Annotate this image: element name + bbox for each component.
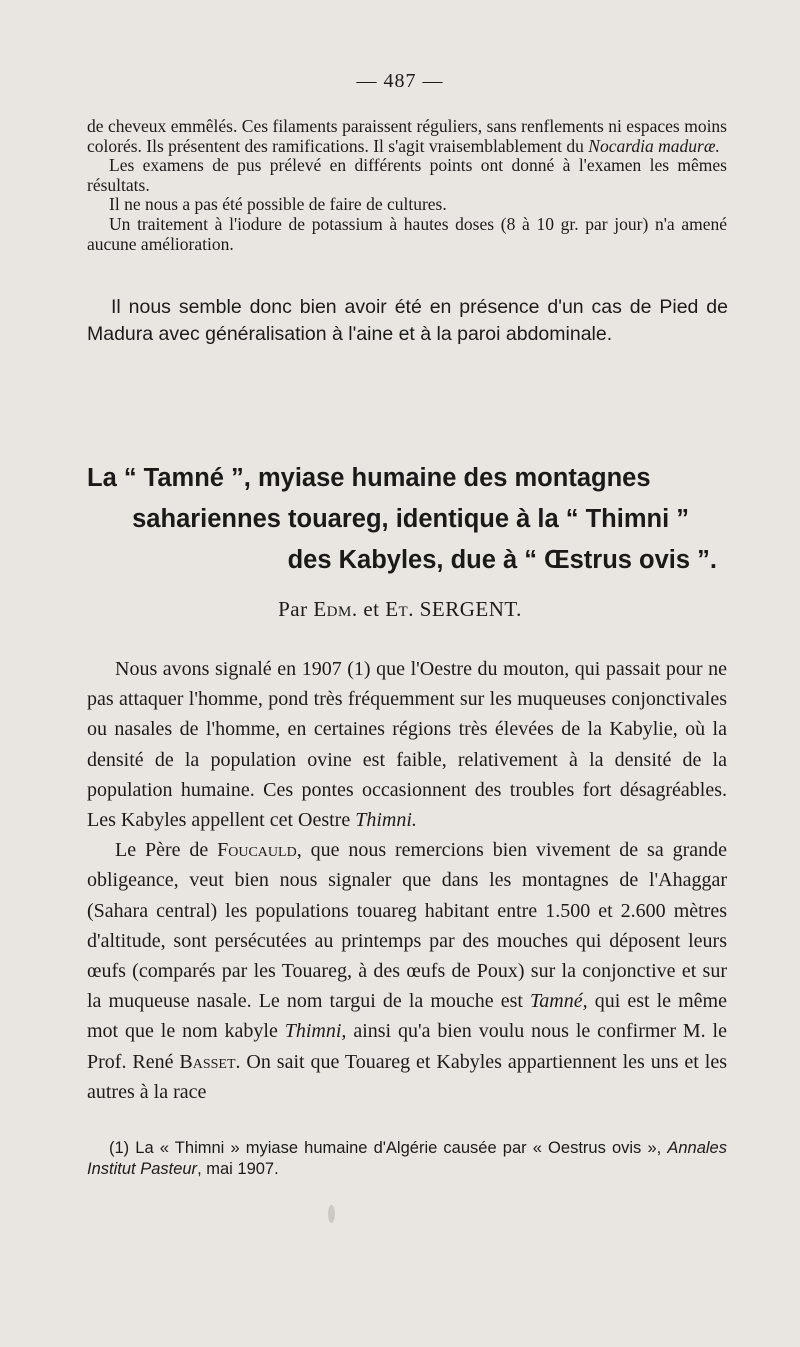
person-name: Foucauld xyxy=(217,839,297,862)
paragraph: Il ne nous a pas été possible de faire de cultures. xyxy=(109,194,447,215)
paragraph xyxy=(87,654,727,835)
byline-conjunction: et xyxy=(363,597,380,621)
conclusion-paragraph xyxy=(87,294,728,347)
text: . On sait que Touareg et Kabyles appartiennent les uns et les autres à la race xyxy=(87,1050,727,1103)
text: ainsi qu'a bien voulu nous le confirmer M. le Prof. René xyxy=(87,1020,727,1073)
person-name: Basset xyxy=(179,1050,236,1073)
paragraph xyxy=(87,117,727,156)
italic-term: Tamné, xyxy=(530,990,588,1013)
byline-prefix: Par xyxy=(278,597,308,621)
title-line-3: des Kabyles, due à “ Œstrus ovis ”. xyxy=(287,546,717,574)
previous-article-text xyxy=(87,117,727,254)
ink-smudge xyxy=(328,1205,335,1223)
paragraph: Il nous semble donc bien avoir été en présence d'un cas de Pied de Madura avec généralisation à l'aine et à la paroi abdominale. xyxy=(87,296,728,345)
italic-term: Thimni. xyxy=(355,809,417,832)
paragraph xyxy=(87,835,727,1107)
text: (1) La « Thimni » myiase humaine d'Algérie causée par « Oestrus ovis », xyxy=(109,1139,662,1157)
paragraph: Les examens de pus prélevé en différents points ont donné à l'examen les mêmes résultats. xyxy=(87,155,727,195)
paragraph: Un traitement à l'iodure de potassium à hautes doses (8 à 10 gr. par jour) n'a amené aucune amélioration. xyxy=(87,213,727,254)
text: , mai 1907. xyxy=(197,1160,279,1178)
page-number: — 487 — xyxy=(356,70,444,92)
text: Le Père de xyxy=(115,839,218,862)
italic-term: Nocardia maduræ. xyxy=(588,135,720,156)
article-body xyxy=(87,654,727,1107)
author-1: Edm. xyxy=(313,597,358,621)
title-line-2: sahariennes touareg, identique à la “ Thimni ” xyxy=(132,505,689,533)
text: de cheveux emmêlés. Ces filaments paraissent réguliers, sans renflements ni espaces moins colorés. Ils présentent des ramifications. Il s'agit vraisemblablement du xyxy=(87,116,727,156)
text: qui est le même mot que le nom kabyle xyxy=(87,990,727,1043)
italic-term: Thimni, xyxy=(284,1020,347,1043)
footnote xyxy=(87,1138,727,1180)
text: , que nous remercions bien vivement de sa grande obligeance, veut bien nous signaler que dans les montagnes de l'Ahaggar (Sahara central) les populations touareg habitant entre 1.500 et 2.600 mètres d'altitude, sont persécutées au printemps par des mouches qui déposent leurs œufs (comparés par les Touareg, à des œufs de Poux) sur la conjonctive et sur la muqueuse nasale. Le nom targui de la mouche est xyxy=(87,839,727,1013)
article-title xyxy=(87,458,727,581)
journal-name: Annales Institut Pasteur xyxy=(87,1139,727,1178)
author-2: Et. SERGENT. xyxy=(385,597,522,621)
title-line-1: La “ Tamné ”, myiase humaine des montagnes xyxy=(87,464,651,492)
footnote-text xyxy=(87,1138,727,1180)
text: Nous avons signalé en 1907 (1) que l'Oestre du mouton, qui passait pour ne pas attaquer l'homme, pond très fréquemment sur les muqueuses conjonctivales ou nasales de l'homme, en certaines régions très élevées de la Kabylie, où la densité de la population ovine est faible, relativement à la densité de la population humaine. Ces pontes occasionnent des troubles fort désagréables. Les Kabyles appellent cet Oestre xyxy=(87,658,727,832)
author-byline xyxy=(0,597,800,622)
